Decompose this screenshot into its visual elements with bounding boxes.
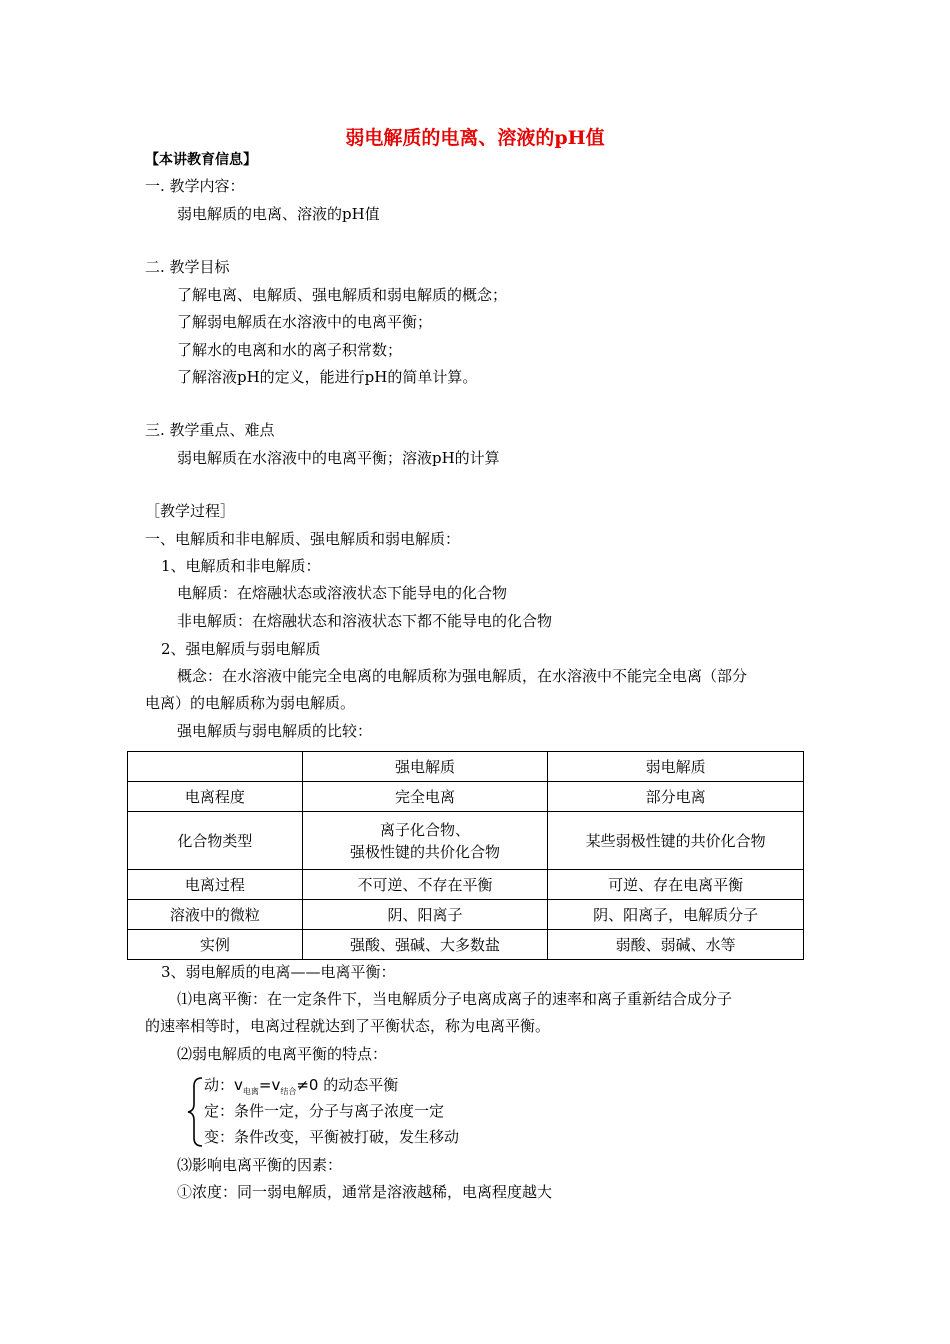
table-cell-line: 强极性键的共价化合物 <box>350 842 501 861</box>
features-heading: ⑵弱电解质的电离平衡的特点： <box>177 1045 388 1063</box>
equilibrium-definition: 的速率相等时，电离过程就达到了平衡状态，称为电离平衡。 <box>145 1017 551 1035</box>
comparison-table <box>127 751 804 960</box>
table-cell: 阴、阳离子，电解质分子 <box>548 900 804 930</box>
table-row <box>128 782 804 812</box>
key-text: 弱电解质在水溶液中的电离平衡；溶液pH的计算 <box>177 449 500 467</box>
table-cell: 强酸、强碱、大多数盐 <box>302 930 548 960</box>
brace-icon <box>186 1074 206 1150</box>
feature-change: 变：条件改变，平衡被打破，发生移动 <box>204 1128 460 1146</box>
content-text: 弱电解质的电离、溶液的pH值 <box>177 205 380 223</box>
feature-dynamic: 动：$v_{电离}=v_{结合}\ne 0$ 的动态平衡 <box>204 1076 399 1096</box>
compare-intro: 强电解质与弱电解质的比较： <box>177 722 373 740</box>
table-row <box>128 930 804 960</box>
process-heading: ［教学过程］ <box>145 502 236 520</box>
goal-item: 了解水的电离和水的离子积常数； <box>177 341 403 359</box>
info-heading: 【本讲教育信息】 <box>145 152 257 168</box>
table-cell: 不可逆、不存在平衡 <box>302 870 548 900</box>
equilibrium-features-brace <box>186 1074 526 1150</box>
goal-item: 了解溶液pH的定义，能进行pH的简单计算。 <box>177 368 478 386</box>
table-header-cell: 强电解质 <box>302 752 548 782</box>
table-cell: 溶液中的微粒 <box>128 900 303 930</box>
definition-electrolyte: 电解质：在熔融状态或溶液状态下能导电的化合物 <box>177 584 508 602</box>
table-cell: 阴、阳离子 <box>302 900 548 930</box>
table-row <box>128 870 804 900</box>
goals-heading: 二. 教学目标 <box>145 258 230 276</box>
feature-fixed: 定：条件一定，分子与离子浓度一定 <box>204 1102 445 1120</box>
table-header-row <box>128 752 804 782</box>
factor-item: ①浓度：同一弱电解质，通常是溶液越稀，电离程度越大 <box>177 1183 553 1201</box>
subsection-heading: 3、弱电解质的电离——电离平衡： <box>161 963 396 981</box>
content-heading: 一. 教学内容： <box>145 177 245 195</box>
subsection-heading: 2、强电解质与弱电解质 <box>161 640 321 658</box>
key-heading: 三. 教学重点、难点 <box>145 421 275 439</box>
definition-nonelectrolyte: 非电解质：在熔融状态和溶液状态下都不能导电的化合物 <box>177 612 553 630</box>
table-cell <box>302 812 548 870</box>
table-cell: 某些弱极性键的共价化合物 <box>548 812 804 870</box>
subsection-heading: 1、电解质和非电解质： <box>161 557 321 575</box>
table-cell: 部分电离 <box>548 782 804 812</box>
goal-item: 了解电离、电解质、强电解质和弱电解质的概念； <box>177 286 508 304</box>
table-cell: 电离过程 <box>128 870 303 900</box>
table-cell: 可逆、存在电离平衡 <box>548 870 804 900</box>
table-cell: 化合物类型 <box>128 812 303 870</box>
page-title: 弱电解质的电离、溶液的pH值 <box>345 127 605 149</box>
table-cell: 电离程度 <box>128 782 303 812</box>
equilibrium-definition: ⑴电离平衡：在一定条件下，当电解质分子电离成离子的速率和离子重新结合成分子 <box>177 990 733 1008</box>
table-header-cell <box>128 752 303 782</box>
goal-item: 了解弱电解质在水溶液中的电离平衡； <box>177 313 433 331</box>
table-row <box>128 812 804 870</box>
table-row <box>128 900 804 930</box>
section-heading: 一、电解质和非电解质、强电解质和弱电解质： <box>145 530 461 548</box>
table-header-cell: 弱电解质 <box>548 752 804 782</box>
concept-text: 电离）的电解质称为弱电解质。 <box>145 694 356 712</box>
table-cell-line: 离子化合物、 <box>380 820 471 839</box>
table-cell: 实例 <box>128 930 303 960</box>
table-cell: 完全电离 <box>302 782 548 812</box>
table-cell: 弱酸、弱碱、水等 <box>548 930 804 960</box>
concept-text: 概念：在水溶液中能完全电离的电解质称为强电解质，在水溶液中不能完全电离（部分 <box>177 667 748 685</box>
factors-heading: ⑶影响电离平衡的因素： <box>177 1156 343 1174</box>
